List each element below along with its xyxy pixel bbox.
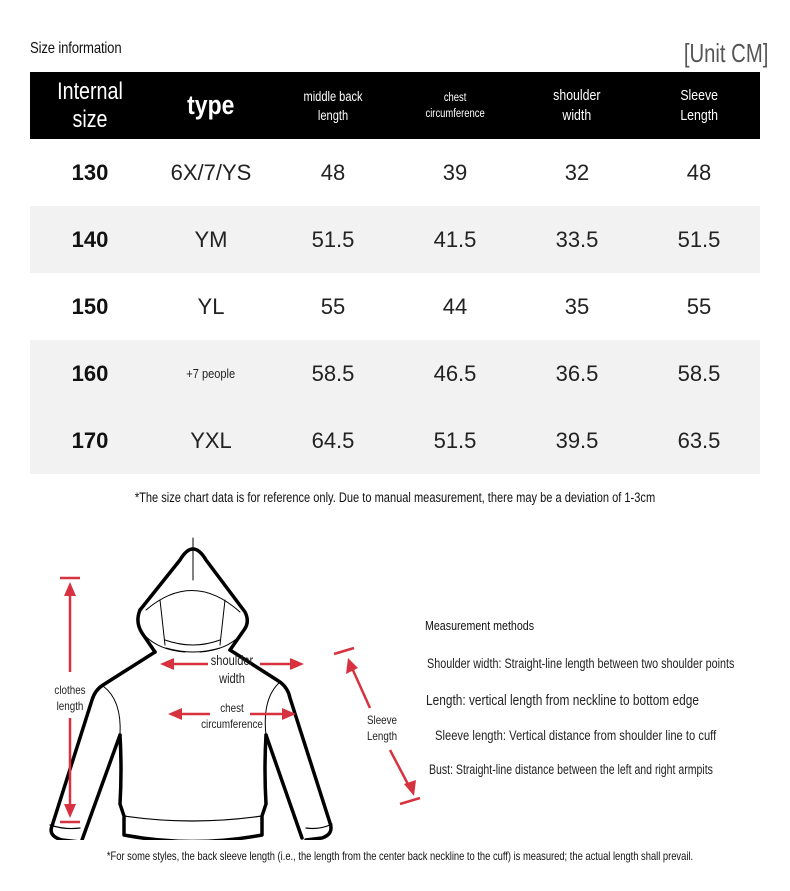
table-header [30,72,760,139]
cell-sleeve: 55 [686,293,712,319]
shoulder-width-label: shoulder width [210,653,254,686]
cell-sleeve: 63.5 [677,427,721,453]
col-type: type [187,90,235,120]
cell-type: 6X/7/YS [170,159,252,185]
method-length: Length: vertical length from neckline to bottom edge [426,693,699,709]
cell-type: YL [197,293,225,319]
sleeve-length-label: Sleeve Length [366,713,398,743]
cell-size: 150 [71,293,109,319]
chest-circumference-label: chest circumference [201,701,263,731]
cell-chest: 44 [442,293,468,319]
cell-back-length: 55 [320,293,346,319]
cell-sleeve: 58.5 [677,360,721,386]
table-row [30,340,760,407]
col-sleeve-length: Sleeve Length [680,87,718,124]
measurement-diagram [40,530,430,840]
cell-type: YM [194,226,228,252]
cell-chest: 51.5 [433,427,477,453]
cell-shoulder: 36.5 [555,360,599,386]
method-sleeve: Sleeve length: Vertical distance from shoulder line to cuff [435,727,717,743]
cell-chest: 41.5 [433,226,477,252]
cell-shoulder: 39.5 [555,427,599,453]
cell-chest: 46.5 [433,360,477,386]
cell-sleeve: 48 [686,159,712,185]
cell-size: 170 [71,427,109,453]
cell-back-length: 48 [320,159,346,185]
col-internal-size: Internal size [57,77,123,133]
col-chest-circumference: chest circumference [425,91,485,120]
table-row [30,139,760,206]
cell-chest: 39 [442,159,468,185]
table-row [30,206,760,273]
cell-back-length: 51.5 [311,226,355,252]
cell-size: 160 [71,360,109,386]
cell-type: YXL [190,427,232,453]
table-row [30,273,760,340]
method-bust: Bust: Straight-line distance between the left and right armpits [429,762,713,777]
cell-back-length: 64.5 [311,427,355,453]
cell-shoulder: 35 [564,293,590,319]
cell-shoulder: 33.5 [555,226,599,252]
cell-type: +7 people [186,365,236,381]
size-table [30,72,760,474]
cell-sleeve: 51.5 [677,226,721,252]
cell-shoulder: 32 [564,159,590,185]
footer-note: *For some styles, the back sleeve length (i.e., the length from the center back neckline to the cuff) is measured; the actual length shall prevail. [106,849,694,863]
clothes-length-label: clothes length [54,683,86,713]
page-title: Size information [30,40,122,57]
cell-back-length: 58.5 [311,360,355,386]
cell-size: 140 [71,226,109,252]
methods-title: Measurement methods [425,618,535,633]
col-middle-back-length: middle back length [303,88,363,123]
reference-note: *The size chart data is for reference only. Due to manual measurement, there may be a deviation of 1-3cm [134,490,656,505]
method-shoulder: Shoulder width: Straight-line length between two shoulder points [427,656,735,671]
unit-label: [Unit CM] [683,38,768,68]
table-row [30,407,760,474]
cell-size: 130 [71,159,109,185]
col-shoulder-width: shoulder width [553,87,601,124]
